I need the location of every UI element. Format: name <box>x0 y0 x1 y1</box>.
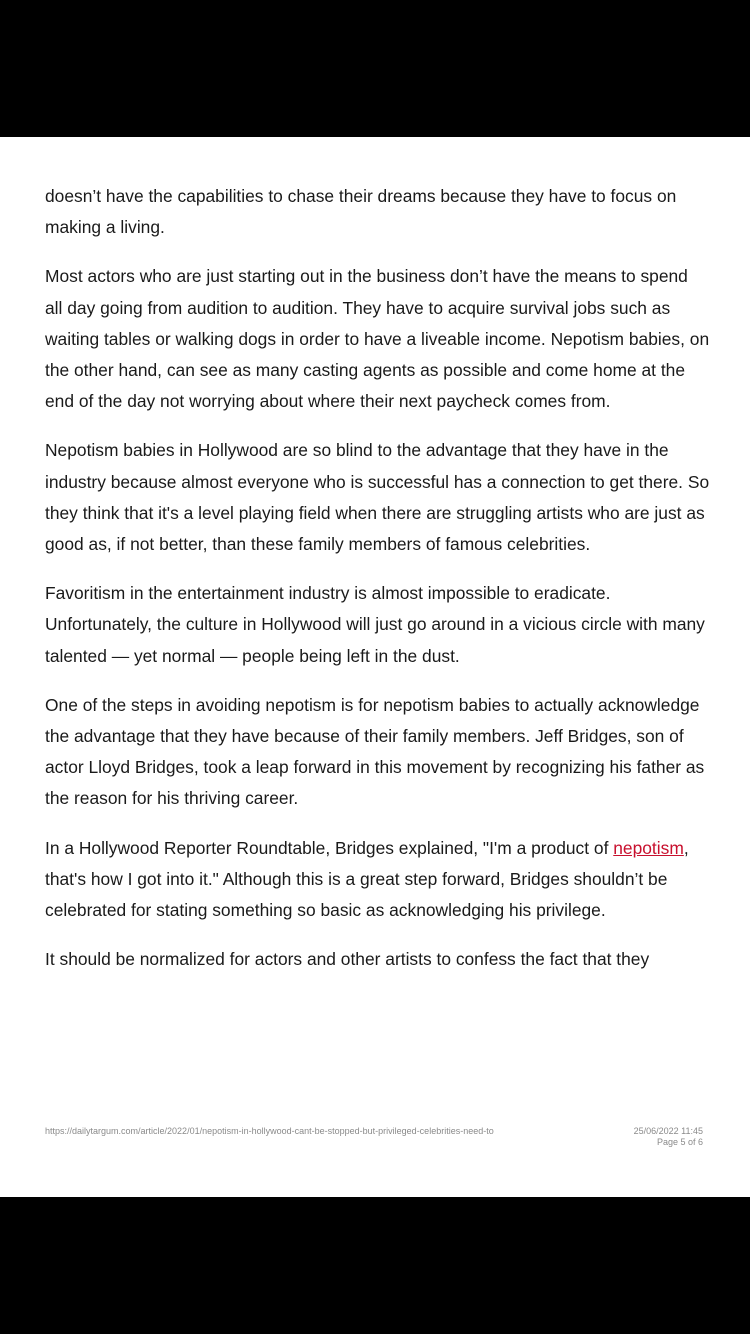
document-page[interactable] <box>0 137 750 1197</box>
footer-url: https://dailytargum.com/article/2022/01/nepotism-in-hollywood-cant-be-stopped-but-privileged-celebrities-need-to <box>45 1126 494 1136</box>
quote-text-after: , that's how I got into it." Although this is a great step forward, Bridges shouldn’t be celebrated for stating something so basic as acknowledging his privilege. <box>45 837 689 921</box>
footer-meta <box>634 1126 703 1148</box>
footer-datetime: 25/06/2022 11:45 <box>633 1126 703 1136</box>
nepotism-link[interactable]: nepotism <box>613 837 684 858</box>
paragraph-2: Most actors who are just starting out in the business don’t have the means to spend all day going from audition to audition. They have to acquire survival jobs such as waiting tables or walking dogs in order to have a liveable income. Nepotism babies, on the other hand, can see as many casting agents as possible and come home at the end of the day not worrying about where their next paycheck comes from. <box>45 266 710 412</box>
footer-page-number: Page 5 of 6 <box>656 1137 703 1147</box>
top-black-bar <box>0 0 750 137</box>
bottom-black-bar <box>0 1197 750 1334</box>
quote-text-before: In a Hollywood Reporter Roundtable, Bridges explained, "I'm a product of <box>45 837 614 858</box>
paragraph-5: One of the steps in avoiding nepotism is for nepotism babies to actually acknowledge the advantage that they have because of their family members. Jeff Bridges, son of actor Lloyd Bridges, took a leap forward in this movement by recognizing his father as the reason for his thriving career. <box>45 694 705 809</box>
article-body <box>45 181 710 993</box>
paragraph-7: It should be normalized for actors and other artists to confess the fact that they <box>45 949 650 970</box>
paragraph-1: doesn’t have the capabilities to chase their dreams because they have to focus on making a living. <box>45 186 677 238</box>
paragraph-4: Favoritism in the entertainment industry is almost impossible to eradicate. Unfortunately, the culture in Hollywood will just go around in a vicious circle with many talented — yet normal — people being left in the dust. <box>45 583 705 666</box>
paragraph-3: Nepotism babies in Hollywood are so blind to the advantage that they have in the industry because almost everyone who is successful has a connection to get there. So they think that it's a level playing field when there are struggling artists who are just as good as, if not better, than these family members of famous celebrities. <box>45 440 710 555</box>
paragraph-6 <box>45 833 710 927</box>
